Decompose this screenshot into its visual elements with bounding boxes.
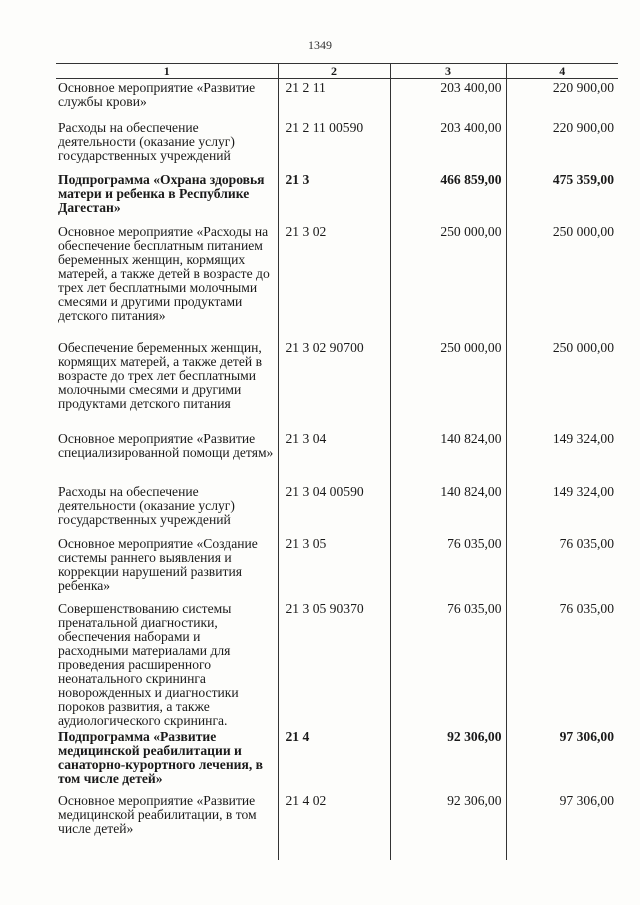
- row-name: Расходы на обеспечение деятельности (оказание услуг) государственных учреждений: [58, 120, 235, 163]
- page-number: 1349: [308, 38, 332, 52]
- row-code: 21 3 05 90370: [278, 600, 390, 728]
- row-value-year-1: 203 400,00: [390, 79, 506, 120]
- row-value-year-1: 76 035,00: [390, 600, 506, 728]
- row-value-year-1: 140 824,00: [390, 483, 506, 535]
- header-row: [56, 64, 618, 79]
- table-row: [56, 535, 618, 600]
- row-value-year-2: 220 900,00: [506, 119, 618, 171]
- header-col-3: 3: [390, 64, 506, 79]
- row-name: Основное мероприятие «Создание системы раннего выявления и коррекции нарушений развития ребенка»: [58, 536, 258, 593]
- row-value-year-2: 76 035,00: [506, 535, 618, 600]
- row-code: 21 2 11 00590: [278, 119, 390, 171]
- row-value-year-1: 92 306,00: [390, 792, 506, 860]
- row-value-year-1: 203 400,00: [390, 119, 506, 171]
- row-value-year-2: 475 359,00: [506, 171, 618, 223]
- table-row: [56, 600, 618, 728]
- row-code: 21 3: [278, 171, 390, 223]
- row-value-year-1: 92 306,00: [390, 728, 506, 792]
- row-code: 21 3 05: [278, 535, 390, 600]
- row-value-year-2: 97 306,00: [506, 792, 618, 860]
- header-col-4: 4: [506, 64, 618, 79]
- row-code: 21 3 02: [278, 223, 390, 339]
- row-code: 21 4 02: [278, 792, 390, 860]
- row-value-year-2: 250 000,00: [506, 339, 618, 430]
- budget-table: [56, 63, 618, 860]
- row-value-year-2: 76 035,00: [506, 600, 618, 728]
- row-name: Основное мероприятие «Развитие специализированной помощи детям»: [58, 431, 274, 460]
- table-row: [56, 171, 618, 223]
- row-value-year-1: 76 035,00: [390, 535, 506, 600]
- row-value-year-1: 250 000,00: [390, 339, 506, 430]
- table-row: [56, 223, 618, 339]
- row-code: 21 3 02 90700: [278, 339, 390, 430]
- row-code: 21 2 11: [278, 79, 390, 120]
- table-row: [56, 119, 618, 171]
- row-value-year-2: 250 000,00: [506, 223, 618, 339]
- row-name: Расходы на обеспечение деятельности (оказание услуг) государственных учреждений: [58, 484, 235, 527]
- row-code: 21 4: [278, 728, 390, 792]
- row-value-year-2: 97 306,00: [506, 728, 618, 792]
- row-value-year-1: 140 824,00: [390, 430, 506, 483]
- row-code: 21 3 04 00590: [278, 483, 390, 535]
- row-value-year-1: 250 000,00: [390, 223, 506, 339]
- row-code: 21 3 04: [278, 430, 390, 483]
- row-name: Основное мероприятие «Развитие службы крови»: [58, 80, 256, 109]
- header-col-2: 2: [278, 64, 390, 79]
- row-name: Основное мероприятие «Развитие медицинской реабилитации, в том числе детей»: [58, 793, 257, 836]
- table-row: [56, 79, 618, 120]
- row-value-year-2: 220 900,00: [506, 79, 618, 120]
- table-row: [56, 792, 618, 860]
- row-name: Подпрограмма «Охрана здоровья матери и ребенка в Республике Дагестан»: [58, 172, 265, 215]
- row-value-year-2: 149 324,00: [506, 483, 618, 535]
- row-value-year-1: 466 859,00: [390, 171, 506, 223]
- row-name: Подпрограмма «Развитие медицинской реабилитации и санаторно-курортного лечения, в том числе детей»: [58, 729, 263, 786]
- row-name: Основное мероприятие «Расходы на обеспечение бесплатным питанием беременных женщин, кормящих матерей, а также детей в возрасте до трех лет бесплатными молочными смесями и другими продуктами детского питания»: [58, 224, 270, 323]
- table-row: [56, 339, 618, 430]
- header-col-1: 1: [56, 64, 278, 79]
- table-row: [56, 728, 618, 792]
- row-name: Обеспечение беременных женщин, кормящих матерей, а также детей в возрасте до трех лет бесплатными молочными смесями и другими продуктами детского питания: [58, 340, 262, 411]
- table-row: [56, 430, 618, 483]
- row-value-year-2: 149 324,00: [506, 430, 618, 483]
- table-row: [56, 483, 618, 535]
- row-name: Совершенствованию системы пренатальной диагностики, обеспечения наборами и расходными материалами для проведения расширенного неонатального скрининга новорожденных и диагностики пороков развития, а также аудиологического скрининга.: [58, 601, 239, 728]
